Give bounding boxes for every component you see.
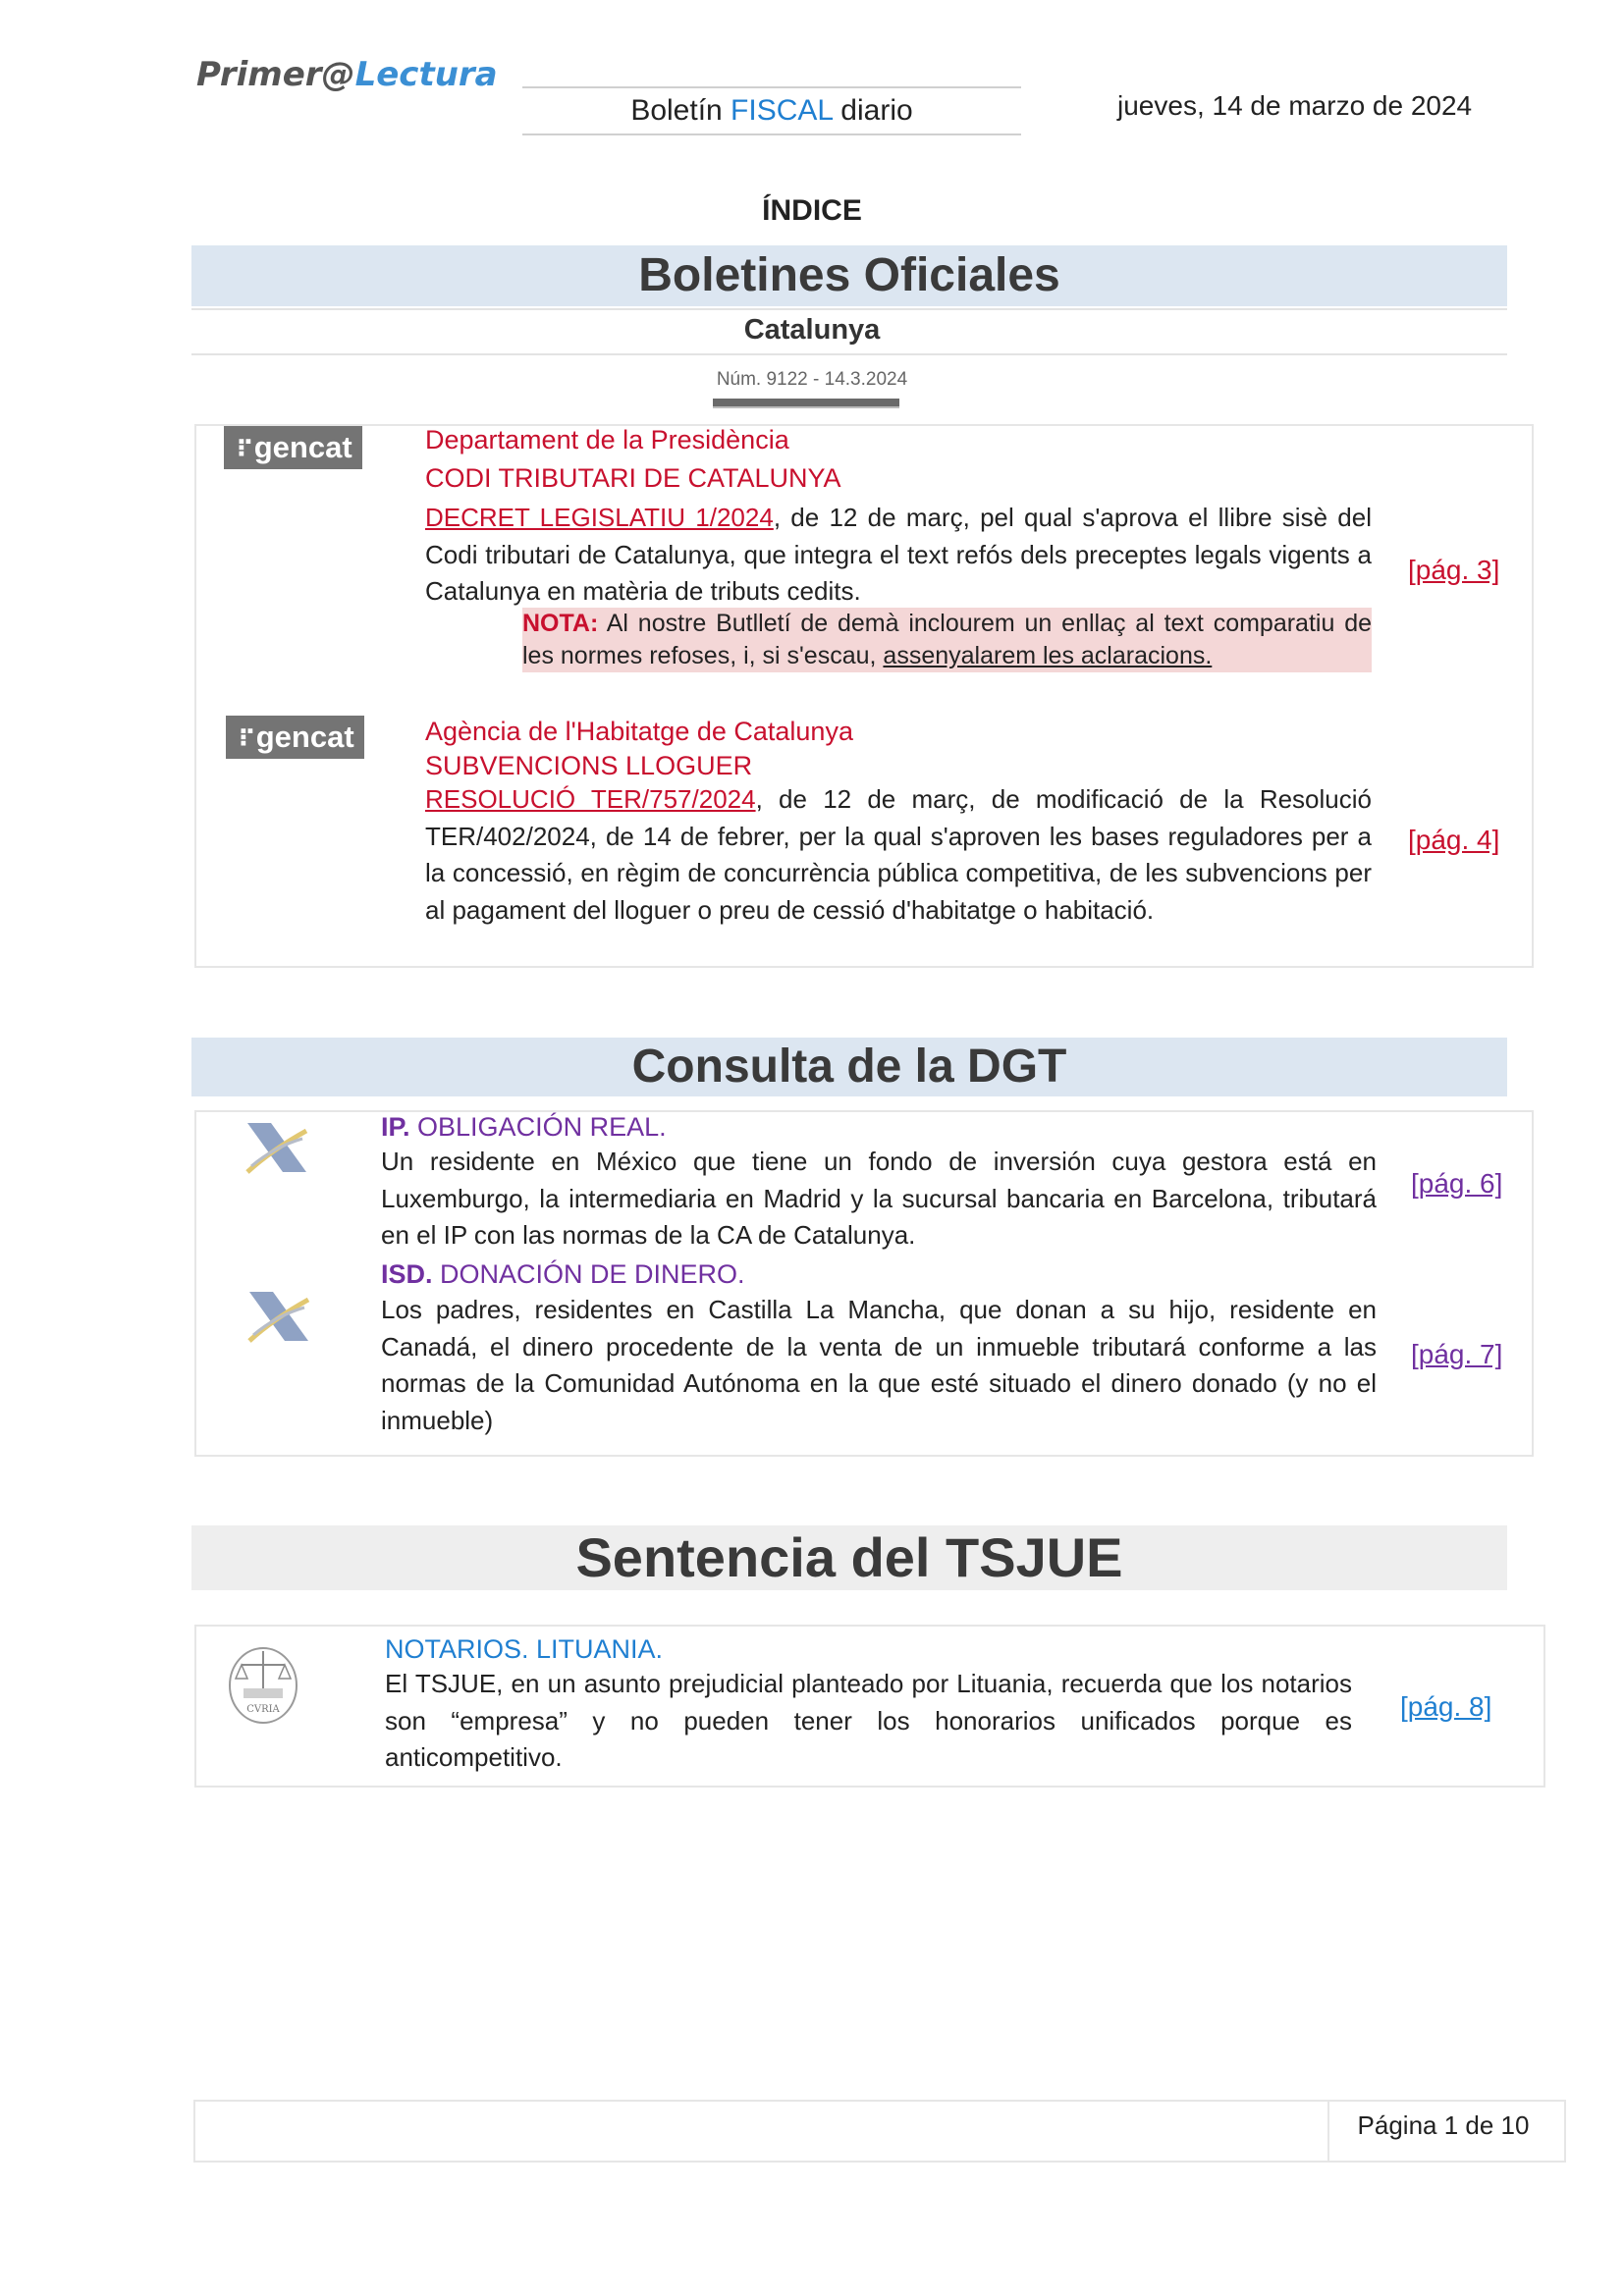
gencat-logo xyxy=(224,426,362,469)
gencat-dots-icon: ⠏ xyxy=(238,726,254,753)
page-link[interactable]: [pág. 8] xyxy=(1400,1691,1492,1722)
dgt-tax-code: IP. xyxy=(381,1112,410,1142)
section-band-tsjue: Sentencia del TSJUE xyxy=(191,1525,1507,1590)
note-text: Al nostre Butlletí de demà inclourem un enllaç al text comparatiu de les normes refoses, i, si s'escau, xyxy=(522,610,1372,669)
band-divider xyxy=(191,308,1507,310)
bulletin-title-accent: FISCAL xyxy=(731,94,833,127)
bulletin-title-post: diario xyxy=(832,94,913,127)
bulletin-number: Núm. 9122 - 14.3.2024 xyxy=(716,369,908,390)
aeat-logo-icon xyxy=(242,1117,312,1178)
bulletin-number-bar xyxy=(713,399,899,408)
note-label: NOTA: xyxy=(522,610,599,637)
page-number: Página 1 de 10 xyxy=(1357,2110,1530,2140)
item-description xyxy=(425,500,1372,611)
dgt-item-title: DONACIÓN DE DINERO. xyxy=(432,1259,745,1289)
gencat-dots-icon: ⠏ xyxy=(236,437,252,463)
resolucio-link[interactable]: RESOLUCIÓ TER/757/2024 xyxy=(425,784,756,814)
tsjue-item-heading: NOTARIOS. LITUANIA. xyxy=(385,1634,664,1664)
dgt-item-description: Un residente en México que tiene un fondo de inversión cuya gestora está en Luxemburgo, la intermediaria en Madrid y la sucursal bancaria en Barcelona, tributará en el IP con las normas de la CA de Catalunya. xyxy=(381,1147,1377,1250)
item-topic: CODI TRIBUTARI DE CATALUNYA xyxy=(425,463,841,493)
note-box xyxy=(522,608,1372,672)
section-band-boletines: Boletines Oficiales xyxy=(191,245,1507,306)
dgt-item-heading xyxy=(381,1112,667,1143)
page-link[interactable]: [pág. 3] xyxy=(1408,555,1500,585)
gencat-logo-text: gencat xyxy=(255,720,354,754)
dgt-item-description: Los padres, residentes en Castilla La Mancha, que donan a su hijo, residente en Canadá, el dinero procedente de la venta de un inmueble tributará conforme a las normas de la Comunidad Autónoma en la que esté situado el dinero donado (y no el inmueble) xyxy=(381,1295,1377,1435)
region-divider xyxy=(191,353,1507,355)
logo-text-primer: Primer@ xyxy=(196,55,355,94)
gencat-logo-text: gencat xyxy=(253,430,352,464)
primera-lectura-logo xyxy=(196,55,498,94)
bulletin-title-pre: Boletín xyxy=(630,94,731,127)
page-link[interactable]: [pág. 6] xyxy=(1411,1168,1503,1199)
item-organization: Agència de l'Habitatge de Catalunya xyxy=(425,717,853,746)
gencat-logo xyxy=(226,716,364,759)
item-description-text: , de 12 de març, pel qual s'aprova el llibre sisè del Codi tributari de Catalunya, que integra el text refós dels preceptes legals vigents a Catalunya en matèria de tributs cedits. xyxy=(425,503,1372,606)
dgt-tax-code: ISD. xyxy=(381,1259,433,1289)
page-link[interactable]: [pág. 7] xyxy=(1411,1339,1503,1369)
header-date: jueves, 14 de marzo de 2024 xyxy=(1117,90,1473,121)
dgt-item-heading xyxy=(381,1259,745,1290)
item-organization: Departament de la Presidència xyxy=(425,425,789,454)
decret-legislatiu-link[interactable]: DECRET LEGISLATIU 1/2024 xyxy=(425,503,774,532)
footer-divider xyxy=(1327,2102,1329,2161)
index-heading: ÍNDICE xyxy=(762,194,862,227)
tsjue-item-description: El TSJUE, en un asunto prejudicial planteado por Lituania, recuerda que los notarios son “empresa” y no pueden tener los honorarios unificados porque es anticompetitivo. xyxy=(385,1669,1352,1772)
bulletin-title xyxy=(522,86,1021,135)
section-band-dgt: Consulta de la DGT xyxy=(191,1038,1507,1096)
item-topic: SUBVENCIONS LLOGUER xyxy=(425,751,753,780)
dgt-item-title: OBLIGACIÓN REAL. xyxy=(409,1112,667,1142)
aeat-logo-icon xyxy=(244,1286,314,1347)
item-description xyxy=(425,781,1372,929)
page-link[interactable]: [pág. 4] xyxy=(1408,825,1500,855)
note-underlined-text: assenyalarem les aclaracions. xyxy=(883,642,1213,669)
region-heading: Catalunya xyxy=(743,314,881,346)
item-description-text: , de 12 de març, de modificació de la Resolució TER/402/2024, de 14 de febrer, per la qual s'aproven les bases reguladores per a la concessió, en règim de concurrència pública competitiva, de les subvencions per al pagament del lloguer o preu de cessió d'habitatge o habitació. xyxy=(425,784,1372,925)
logo-text-lectura: Lectura xyxy=(354,55,498,94)
curia-logo-text: CVRIA xyxy=(246,1704,280,1715)
curia-logo-icon xyxy=(226,1641,300,1726)
